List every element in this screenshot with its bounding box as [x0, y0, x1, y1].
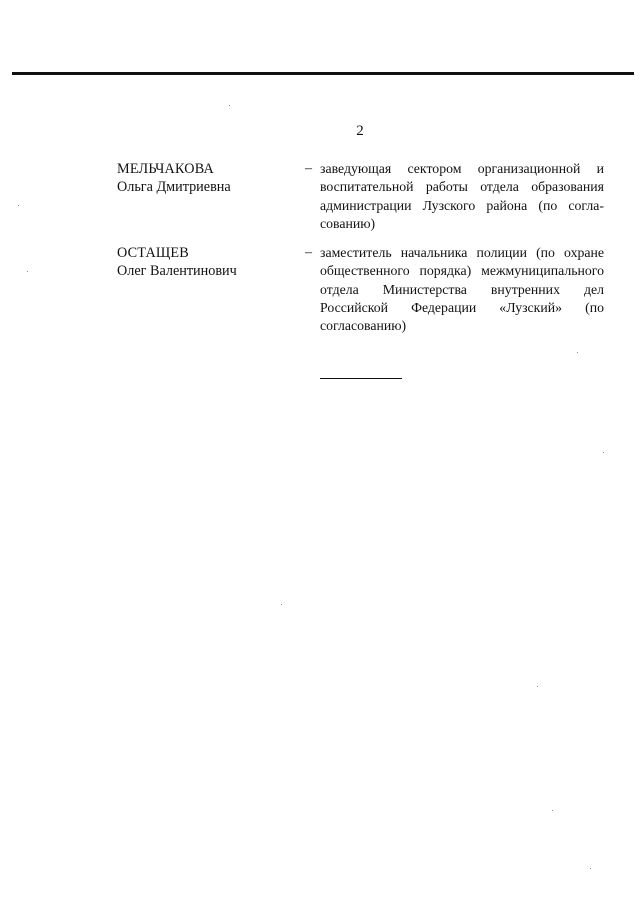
scan-speck [603, 452, 604, 453]
member-surname: ОСТАЩЕВ [117, 245, 189, 261]
page-number: 2 [356, 123, 364, 139]
scan-speck [27, 271, 28, 272]
scan-speck [18, 205, 19, 206]
scan-speck [590, 868, 591, 869]
member-given-names: Ольга Дмитриевна [117, 179, 231, 195]
member-name [117, 244, 287, 280]
header-rule [12, 72, 634, 75]
entry-dash: – [305, 245, 312, 260]
scan-speck [229, 105, 230, 106]
entry-dash: – [305, 161, 312, 176]
member-position: заведующая сектором организационной и воспитательной работы отдела образования администрации Лузского района (по согласованию) [320, 161, 604, 231]
scan-speck [537, 686, 538, 687]
member-surname: МЕЛЬЧАКОВА [117, 161, 214, 177]
scan-speck [552, 810, 553, 811]
member-given-names: Олег Валентинович [117, 263, 237, 279]
scan-speck [577, 352, 578, 353]
member-position: заместитель начальника полиции (по охране общественного порядка) межмуниципального отдела Министерства внутренних дел Российской Федерации «Лузский» (по согласованию) [320, 245, 604, 334]
member-name [117, 160, 287, 196]
scan-speck [281, 604, 282, 605]
end-of-list-rule [320, 378, 402, 379]
